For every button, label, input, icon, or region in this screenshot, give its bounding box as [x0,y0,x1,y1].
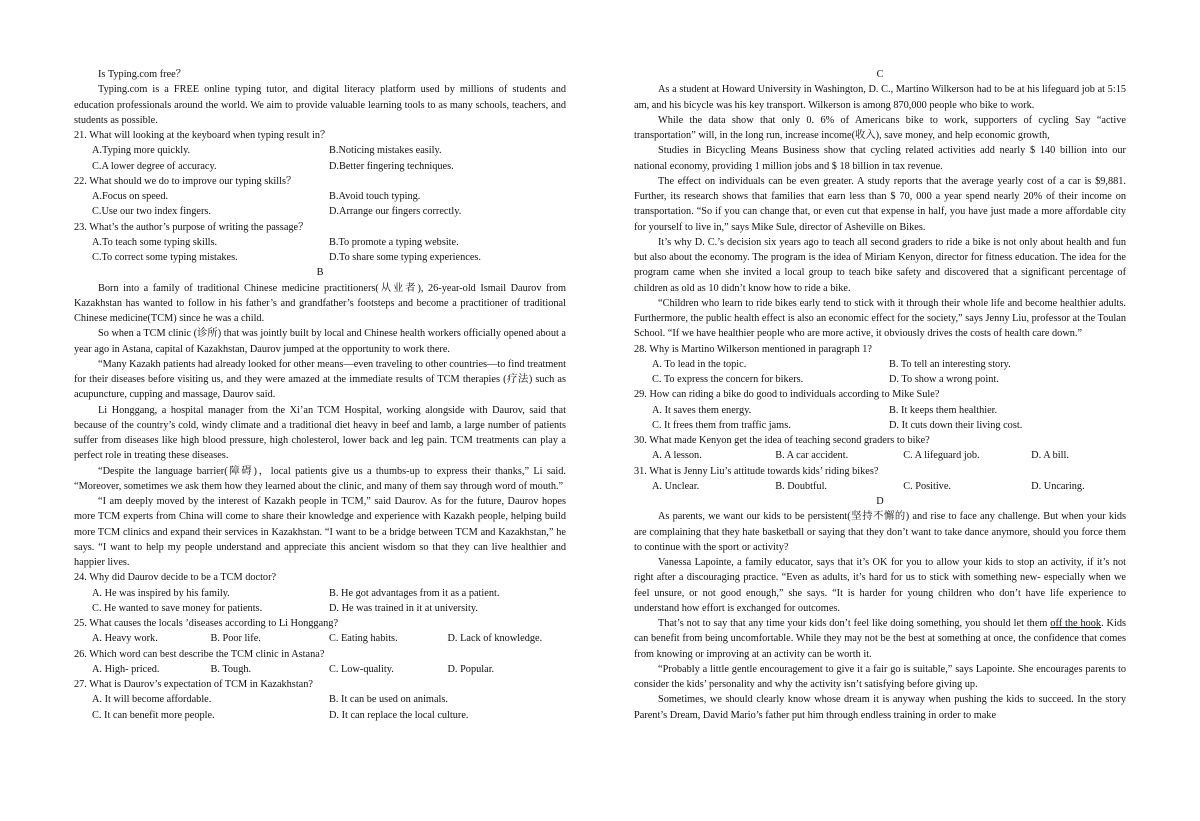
options-row [634,448,1126,463]
option-b: B. He got advantages from it as a patient. [329,587,500,599]
question-25 [74,616,566,647]
question-27 [74,677,566,723]
options-row [634,372,1126,387]
paragraph-text: That’s not to say that any time your kids don’t feel like doing something, you should let them [658,618,1051,629]
option-a: A.To teach some typing skills. [92,236,218,248]
option-a: A.Typing more quickly. [92,145,191,157]
passage-b-paragraph-6: “I am deeply moved by the interest of Kazakh people in TCM,” said Daurov. As for the future, Daurov hopes more TCM experts from China will come to share their knowledge and experience with Kazakh people, helping build more TCM clinics and expand their services in Kazakhstan. “I want to be a bridge between TCM and Kazakhstan,” he says. “I want to help my people understand and appreciate this ancient wisdom so that they can live healthier and happier lives. [74,496,566,568]
passage-d-paragraph-1: As parents, we want our kids to be persistent(坚持不懈的) and rise to face any challenge. But when your kids are complaining that they hate basketball or saying that they don’t want to take dance anymore, should you force them to continue with the sport or activity? [634,511,1126,553]
passage-a-heading: Is Typing.com free？ [98,69,187,80]
question-30 [634,433,1126,464]
option-c: C. Positive. [903,480,951,492]
option-b: B.To promote a typing website. [329,236,459,248]
option-b: B. Tough. [210,663,252,675]
options-row [74,586,566,601]
question-31 [634,464,1126,495]
question-stem: 22. What should we do to improve our typing skills？ [74,175,297,187]
option-d: D. To show a wrong point. [889,374,999,385]
passage-b-paragraph-4: Li Honggang, a hospital manager from the Xi’an TCM Hospital, working alongside with Daurov, said that because of the country’s cold, windy climate and a traditional diet heavy in beef and lamb, a large number of patients suffer from diseases like high blood pressure, high cholesterol, lower back and leg pain. TCM treatments can play a perfect role in treating these diseases. [74,404,566,462]
passage-a-paragraph: Typing.com is a FREE online typing tutor, and digital literacy platform used by millions of students and education professionals around the world. We aim to provide valuable learning tools to as many schools, teachers, and students as possible. [74,84,566,126]
options-row [634,479,1126,494]
passage-b-paragraph-5: “Despite the language barrier(障碍)，local patients give us a thumbs-up to express their thanks,” Li said. “Moreover, sometimes we ask them how they learned about the clinic, and many of them say through word of mouth.” [74,465,566,492]
option-a: A. Heavy work. [92,633,158,645]
question-stem: 30. What made Kenyon get the idea of teaching second graders to bike? [634,435,930,446]
option-c: C. It frees them from traffic jams. [652,419,791,431]
option-c: C.To correct some typing mistakes. [92,252,238,263]
question-stem: 25. What causes the locals ’diseases according to Li Honggang? [74,618,339,629]
question-24 [74,570,566,616]
question-stem: 31. What is Jenny Liu’s attitude towards kids’ riding bikes? [634,465,879,477]
question-23 [74,220,566,266]
option-d: D. It cuts down their living cost. [889,419,1023,431]
option-b: B. It can be used on animals. [329,694,448,706]
passage-c-paragraph-5: It’s why D. C.’s decision six years ago to teach all second graders to ride a bike is not only about health and fun but also about the economy. The program is the idea of Miriam Kenyon, director for fitness education. The idea for the program came when she invited a local group to teach bike safety and discovered that a significant percentage of children as old as 10 didn’t know how to ride a bike. [634,236,1126,294]
options-row [74,250,566,265]
option-a: A.Focus on speed. [92,191,169,202]
option-b: B. It keeps them healthier. [889,404,998,416]
passage-c-paragraph-6: “Children who learn to ride bikes early tend to stick with it through their whole life and become healthier adults. Furthermore, the public health effect is also an economic effect for the society,” says Jenny Liu, professor at the Toulan School. “If we have healthier people who are more active, it obviously drives the costs of health care down.” [634,297,1126,340]
passage-d-paragraph-3 [634,616,1126,662]
question-22 [74,174,566,220]
option-a: A. It saves them energy. [652,404,752,416]
passage-c-paragraph-3: Studies in Bicycling Means Business show that cycling related activities add nearly $ 140 billion into our national economy, providing 1 million jobs and $ 18 billion in tax revenue. [634,145,1126,172]
option-d: D.Better fingering techniques. [329,160,454,172]
options-row [74,235,566,250]
question-26 [74,647,566,678]
passage-c-letter: C [876,69,884,80]
passage-d-paragraph-2: Vanessa Lapointe, a family educator, says that it’s OK for you to allow your kids to stop an activity, if it’s not right after a discouraging practice. “Even as adults, it’s hard for us to stick with something new- especially when we feel unsure, or not good enough,” she says. “It is harder for young children who don’t have life experience to understand how effort is exchanged for outcomes. [634,557,1126,614]
option-d: D. It can replace the local culture. [329,709,469,721]
right-column [634,67,1126,723]
option-a: A. He was inspired by his family. [92,587,230,599]
option-c: C.A lower degree of accuracy. [92,160,217,172]
passage-b-paragraph-2: So when a TCM clinic (诊所) that was jointly built by local and Chinese health workers officially opened about a year ago in Astana, capital of Kazakhstan, Daurov jumped at the opportunity to work there. [74,328,566,355]
question-29 [634,387,1126,433]
option-a: A. Unclear. [652,480,700,492]
option-d: D. A bill. [1031,450,1069,462]
options-row [74,662,566,677]
passage-c-paragraph-1: As a student at Howard University in Washington, D. C., Martino Wilkerson had to be at his lifeguard job at 5:15 am, and his bicycle was his key transport. Wilkerson is among 870,000 people who bike to work. [634,84,1126,111]
options-row [74,159,566,174]
option-d: D. He was trained in it at university. [329,602,478,614]
option-b: B. A car accident. [775,450,849,462]
options-row [634,418,1126,433]
option-d: D. Uncaring. [1031,480,1085,492]
option-d: D.To share some typing experiences. [329,252,481,263]
option-d: D.Arrange our fingers correctly. [329,206,462,218]
passage-b-paragraph-3: “Many Kazakh patients had already looked for other means—even traveling to other countries—to find treatment for their diseases before visiting us, and they were amazed at the immediate results of TCM therapies (疗法) such as acupuncture, cupping and massage, Daurov said. [74,358,566,401]
options-row [74,601,566,616]
option-c: C. A lifeguard job. [903,450,980,462]
question-stem: 26. Which word can best describe the TCM clinic in Astana? [74,648,325,660]
option-a: A. It will become affordable. [92,694,212,706]
question-stem: 23. What’s the author’s purpose of writing the passage？ [74,221,309,233]
passage-c-paragraph-2: While the data show that only 0. 6% of Americans bike to work, supporters of cycling Say “active transportation” will, in the long run, increase income(收入), save money, and help economic growth, [634,114,1126,141]
options-row [634,357,1126,372]
question-stem: 29. How can riding a bike do good to individuals according to Mike Sule? [634,389,940,401]
options-row [74,143,566,158]
options-row [74,692,566,707]
underlined-phrase: off the hook [1050,618,1102,629]
option-c: C. He wanted to save money for patients. [92,602,263,614]
option-a: A. A lesson. [652,450,702,462]
passage-d-letter: D [876,496,884,507]
option-d: D. Lack of knowledge. [447,633,543,645]
option-c: C.Use our two index fingers. [92,206,211,218]
option-b: B.Noticing mistakes easily. [329,145,442,157]
question-21 [74,128,566,174]
passage-d-paragraph-4: “Probably a little gentle encouragement to give it a fair go is suitable,” says Lapointe. She encourages parents to consider the kids’ personality and why the activity isn’t satisfying before giving up. [634,663,1126,690]
option-c: C. Low-quality. [329,663,394,675]
question-28 [634,342,1126,388]
passage-c-paragraph-4: The effect on individuals can be even greater. A study reports that the average yearly cost of a car is $9,881. Further, its research shows that families that earn less than $ 70, 000 a year spend nearly 20% of their income on transportation. “So if you can change that, or even cut that expense in half, you have just made a more affordable city for yourself to live in,” says Mike Sule, director of Asheville on Bikes. [634,175,1126,233]
option-b: B. Poor life. [210,633,261,645]
question-stem: 21. What will looking at the keyboard when typing result in？ [74,130,331,141]
options-row [74,708,566,723]
options-row [634,403,1126,418]
left-column [74,67,566,723]
passage-d-paragraph-5: Sometimes, we should clearly know whose dream it is anyway when pushing the kids to succeed. In the story Parent’s Dream, David Mario’s father put him through endless training in order to make [634,694,1126,721]
options-row [74,631,566,646]
options-row [74,204,566,219]
options-row [74,189,566,204]
option-b: B.Avoid touch typing. [329,191,421,202]
option-d: D. Popular. [447,663,495,675]
passage-b-paragraph-1: Born into a family of traditional Chinese medicine practitioners(从业者), 26-year-old Ismail Daurov from Kazakhstan has wanted to follow in his father’s and grandfather’s footsteps and become a practitioner of traditional Chinese medicine(TCM) since he was a child. [74,282,566,324]
option-a: A. High- priced. [92,663,160,675]
question-stem: 28. Why is Martino Wilkerson mentioned in paragraph 1? [634,343,872,355]
option-c: C. It can benefit more people. [92,709,215,721]
question-stem: 27. What is Daurov’s expectation of TCM in Kazakhstan? [74,679,313,690]
passage-b-letter: B [316,267,324,279]
option-c: C. To express the concern for bikers. [652,374,804,385]
option-a: A. To lead in the topic. [652,358,747,370]
question-stem: 24. Why did Daurov decide to be a TCM doctor? [74,572,277,584]
option-b: B. Doubtful. [775,480,828,492]
paragraph-text: . Kids can benefit from being uncomfortable. While they may not be the best at something at once, the confidence that comes from knowing or improving at an activity can be worth it. [634,618,1126,660]
option-c: C. Eating habits. [329,633,398,645]
option-b: B. To tell an interesting story. [889,358,1011,370]
